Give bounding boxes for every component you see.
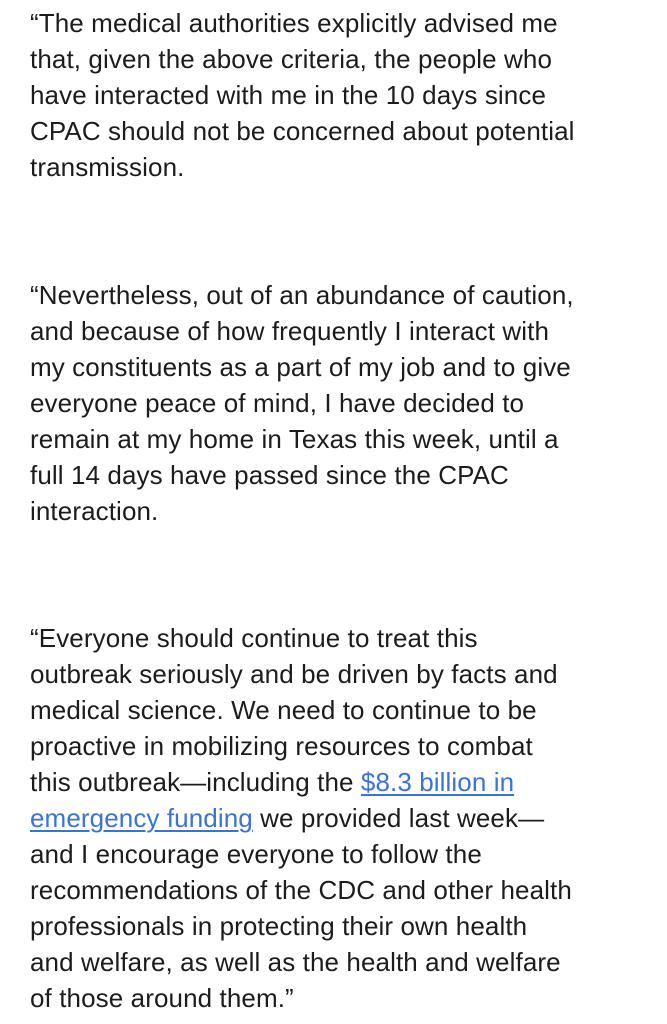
paragraph-outbreak-response — [30, 620, 650, 1016]
text-line: proactive in mobilizing resources to combat — [30, 731, 533, 761]
text-line: that, given the above criteria, the people who — [30, 44, 553, 74]
text-line: and because of how frequently I interact with — [30, 316, 550, 346]
text-line: interaction. — [30, 496, 159, 526]
paragraph-self-quarantine — [30, 277, 650, 529]
text-line: CPAC should not be concerned about potential — [30, 116, 575, 146]
text-line: my constituents as a part of my job and to give — [30, 352, 571, 382]
text-line: recommendations of the CDC and other health — [30, 875, 572, 905]
text-line: and welfare, as well as the health and welfare — [30, 947, 561, 977]
text-line: and I encourage everyone to follow the — [30, 839, 482, 869]
text-line: outbreak seriously and be driven by facts and — [30, 659, 558, 689]
paragraph-medical-advice — [30, 5, 650, 185]
text-line: remain at my home in Texas this week, until a — [30, 424, 559, 454]
text-line: full 14 days have passed since the CPAC — [30, 460, 509, 490]
text-line — [30, 800, 650, 836]
text-line: have interacted with me in the 10 days since — [30, 80, 547, 110]
text-line: medical science. We need to continue to be — [30, 695, 537, 725]
text-line: “Nevertheless, out of an abundance of caution, — [30, 280, 574, 310]
emergency-funding-link[interactable]: $8.3 billion in — [360, 767, 515, 797]
text-line: “The medical authorities explicitly advised me — [30, 8, 558, 38]
text-line: professionals in protecting their own health — [30, 911, 528, 941]
text-line — [30, 764, 650, 800]
text-line: “Everyone should continue to treat this — [30, 623, 478, 653]
emergency-funding-link-continued[interactable]: emergency funding — [30, 803, 253, 833]
text-segment: this outbreak—including the — [30, 767, 361, 797]
text-line: everyone peace of mind, I have decided to — [30, 388, 525, 418]
text-line: transmission. — [30, 152, 185, 182]
text-segment: we provided last week— — [252, 803, 545, 833]
text-line: of those around them.” — [30, 983, 294, 1013]
